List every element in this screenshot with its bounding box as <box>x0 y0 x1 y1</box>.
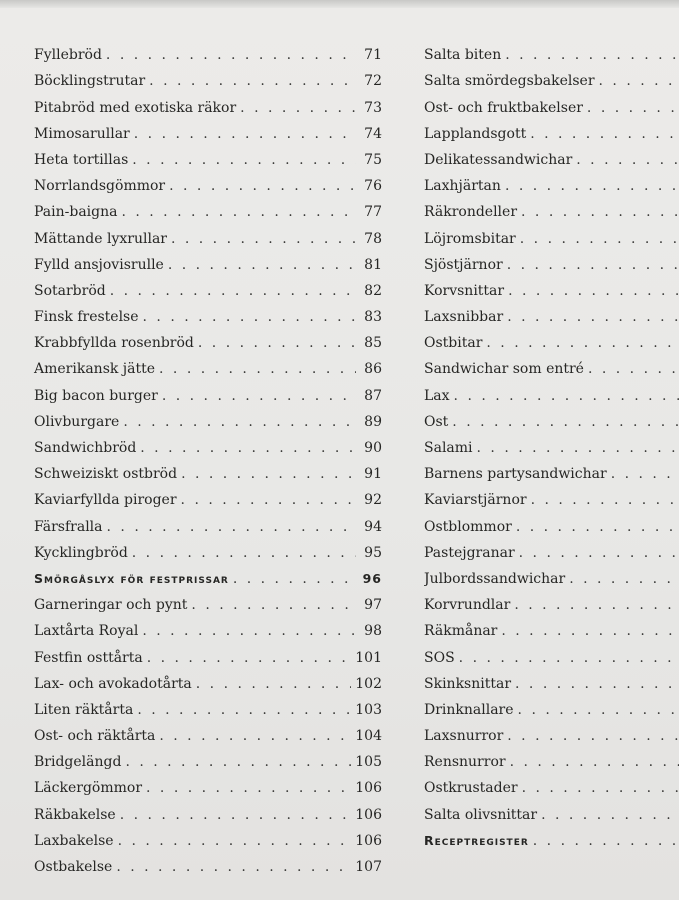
toc-right-column <box>424 38 679 850</box>
toc-page-number: 91 <box>364 466 382 483</box>
dot-leader <box>116 858 351 876</box>
toc-page-number: 71 <box>364 47 382 64</box>
toc-entry-title: Norrlandsgömmor <box>34 178 166 195</box>
toc-entry-title: Mättande lyxrullar <box>34 230 167 247</box>
toc-entry-title: Amerikansk jätte <box>34 361 156 378</box>
toc-entry <box>424 536 679 562</box>
dot-leader <box>505 46 679 64</box>
toc-entry <box>34 405 382 431</box>
toc-entry-title: Bridgelängd <box>34 754 122 771</box>
dot-leader <box>541 806 679 824</box>
toc-entry-title: Barnens partysandwichar <box>424 466 607 483</box>
dot-leader <box>520 230 679 248</box>
toc-entry-title: Drinknallare <box>424 701 514 718</box>
toc-page-number: 107 <box>355 859 382 875</box>
toc-entry <box>424 614 679 640</box>
dot-leader <box>454 387 679 405</box>
toc-entry <box>424 431 679 457</box>
dot-leader <box>507 256 679 274</box>
toc-entry-title: Salami <box>424 440 473 456</box>
toc-entry-title: Böcklingstrutar <box>34 73 146 90</box>
toc-entry-title: Receptregister <box>424 832 529 848</box>
toc-entry <box>34 745 382 771</box>
toc-entry <box>34 326 382 352</box>
toc-entry <box>34 693 382 719</box>
toc-page-number: 96 <box>362 570 382 586</box>
dot-leader <box>143 308 356 326</box>
toc-section-heading <box>424 824 679 850</box>
toc-entry-title: Sandwichar som entré <box>424 361 584 378</box>
toc-entry <box>424 221 679 247</box>
dot-leader <box>137 701 351 719</box>
toc-entry-title: Räkrondeller <box>424 204 518 221</box>
dot-leader <box>191 596 356 614</box>
toc-entry-title: Liten räktårta <box>34 701 134 718</box>
toc-entry <box>34 169 382 195</box>
toc-entry-title: Salta olivsnittar <box>424 806 538 823</box>
toc-page-number: 83 <box>364 309 382 326</box>
dot-leader <box>569 570 679 588</box>
toc-entry <box>424 509 679 535</box>
dot-leader <box>533 832 679 850</box>
toc-entry <box>34 483 382 509</box>
toc-entry-title: Olivburgare <box>34 413 120 430</box>
toc-entry <box>424 274 679 300</box>
toc-entry-title: Lax- och avokadotårta <box>34 675 192 692</box>
toc-entry-title: Kaviarstjärnor <box>424 492 527 509</box>
toc-entry <box>424 195 679 221</box>
dot-leader <box>106 46 356 64</box>
dot-leader <box>168 256 356 274</box>
dot-leader <box>611 465 679 483</box>
toc-page-number: 72 <box>364 73 382 90</box>
toc-entry-title: Laxtårta Royal <box>34 623 139 640</box>
toc-entry-title: Pain-baigna <box>34 204 118 221</box>
toc-entry <box>34 352 382 378</box>
toc-entry-title: Krabbfyllda rosenbröd <box>34 335 194 352</box>
toc-page-number: 75 <box>364 151 382 168</box>
toc-entry-title: Ostbakelse <box>34 859 113 875</box>
toc-page-number: 94 <box>364 518 382 535</box>
dot-leader <box>140 439 356 457</box>
toc-entry-title: Kycklingbröd <box>34 544 128 561</box>
toc-entry <box>424 719 679 745</box>
toc-entry-title: Läckergömmor <box>34 780 143 797</box>
dot-leader <box>147 649 352 667</box>
toc-entry-title: Laxsnurror <box>424 728 504 745</box>
toc-entry-title: Ost- och fruktbakelser <box>424 99 583 116</box>
dot-leader <box>159 727 351 745</box>
toc-entry <box>34 667 382 693</box>
toc-page-number: 98 <box>364 623 382 640</box>
toc-entry <box>424 326 679 352</box>
toc-entry <box>34 797 382 823</box>
toc-entry-title: Ostblommor <box>424 518 512 535</box>
toc-page-number: 106 <box>355 780 382 797</box>
toc-page-number: 103 <box>355 701 382 718</box>
dot-leader <box>508 282 679 300</box>
dot-leader <box>181 491 356 509</box>
toc-entry <box>424 248 679 274</box>
toc-entry <box>424 667 679 693</box>
toc-entry <box>424 300 679 326</box>
toc-entry-title: Salta biten <box>424 47 502 64</box>
toc-page-number: 106 <box>355 806 382 823</box>
toc-entry <box>424 38 679 64</box>
toc-entry <box>424 378 679 404</box>
toc-entry-title: Räkbakelse <box>34 806 116 823</box>
toc-entry <box>34 457 382 483</box>
toc-page-number: 85 <box>364 335 382 352</box>
toc-entry <box>424 745 679 771</box>
toc-entry-title: Lapplandsgott <box>424 125 527 142</box>
dot-leader <box>521 203 679 221</box>
toc-entry <box>424 90 679 116</box>
toc-entry <box>424 483 679 509</box>
toc-entry <box>424 352 679 378</box>
dot-leader <box>452 413 679 431</box>
dot-leader <box>171 230 356 248</box>
dot-leader <box>123 413 356 431</box>
toc-entry-title: Sandwichbröd <box>34 440 137 456</box>
toc-entry <box>34 614 382 640</box>
toc-page-number: 95 <box>364 544 382 561</box>
dot-leader <box>120 806 352 824</box>
toc-page-number: 101 <box>355 649 382 666</box>
toc-entry-title: Pitabröd med exotiska räkor <box>34 99 237 116</box>
dot-leader <box>149 72 356 90</box>
toc-entry <box>34 640 382 666</box>
toc-entry-title: Delikatessandwichar <box>424 151 573 168</box>
dot-leader <box>118 832 352 850</box>
toc-page-number: 76 <box>364 178 382 195</box>
toc-entry <box>424 405 679 431</box>
toc-entry-title: Rensnurror <box>424 754 506 771</box>
toc-entry <box>424 562 679 588</box>
toc-entry <box>34 195 382 221</box>
toc-page-number: 89 <box>364 413 382 430</box>
dot-leader <box>519 544 679 562</box>
toc-entry <box>424 771 679 797</box>
toc-entry <box>424 640 679 666</box>
toc-page-number: 81 <box>364 256 382 273</box>
toc-entry <box>34 300 382 326</box>
toc-entry <box>34 248 382 274</box>
dot-leader <box>599 72 679 90</box>
toc-entry-title: Ost- och räktårta <box>34 728 156 745</box>
toc-entry-title: Laxhjärtan <box>424 178 501 195</box>
dot-leader <box>486 334 679 352</box>
dot-leader <box>134 125 356 143</box>
toc-entry <box>34 536 382 562</box>
dot-leader <box>132 151 356 169</box>
toc-entry <box>34 509 382 535</box>
toc-entry-title: SOS <box>424 649 455 666</box>
toc-entry <box>34 824 382 850</box>
toc-entry-title: Skinksnittar <box>424 675 512 692</box>
toc-entry-title: Ost <box>424 413 449 430</box>
toc-entry-title: Salta smördegsbakelser <box>424 73 595 90</box>
toc-page-number: 106 <box>355 832 382 849</box>
toc-entry <box>34 143 382 169</box>
dot-leader <box>132 544 356 562</box>
toc-entry <box>34 719 382 745</box>
toc-entry-title: Laxbakelse <box>34 832 114 849</box>
toc-entry <box>34 90 382 116</box>
toc-entry <box>424 117 679 143</box>
toc-entry-title: Sotarbröd <box>34 282 106 299</box>
toc-entry-title: Lax <box>424 387 450 404</box>
toc-entry <box>424 588 679 614</box>
dot-leader <box>240 99 356 117</box>
toc-entry-title: Pastejgranar <box>424 544 515 561</box>
dot-leader <box>514 596 679 614</box>
dot-leader <box>505 177 679 195</box>
toc-entry <box>34 64 382 90</box>
toc-page-number: 97 <box>364 597 382 614</box>
toc-entry-title: Korvrundlar <box>424 597 511 614</box>
toc-entry-title: Big bacon burger <box>34 387 158 404</box>
toc-entry-title: Räkmånar <box>424 623 498 640</box>
toc-entry-title: Laxsnibbar <box>424 309 504 326</box>
toc-entry <box>34 221 382 247</box>
dot-leader <box>477 439 679 457</box>
toc-entry-title: Schweiziskt ostbröd <box>34 466 178 483</box>
dot-leader <box>159 360 356 378</box>
page-edge-shadow <box>0 0 679 8</box>
dot-leader <box>142 622 356 640</box>
dot-leader <box>518 701 679 719</box>
dot-leader <box>576 151 679 169</box>
toc-page-number: 82 <box>364 282 382 299</box>
toc-entry <box>34 771 382 797</box>
dot-leader <box>198 334 356 352</box>
toc-entry-title: Sjöstjärnor <box>424 256 503 273</box>
dot-leader <box>107 518 356 536</box>
dot-leader <box>125 753 351 771</box>
toc-section-heading <box>34 562 382 588</box>
dot-leader <box>588 360 679 378</box>
toc-entry-title: Mimosarullar <box>34 125 130 142</box>
toc-entry-title: Julbordssandwichar <box>424 570 566 587</box>
dot-leader <box>587 99 679 117</box>
toc-entry-title: Garneringar och pynt <box>34 597 188 614</box>
toc-entry-title: Fyllebröd <box>34 47 102 64</box>
dot-leader <box>501 622 679 640</box>
dot-leader <box>459 649 679 667</box>
dot-leader <box>507 727 679 745</box>
toc-entry-title: Ostbitar <box>424 335 483 352</box>
toc-page-number: 86 <box>364 361 382 378</box>
toc-page-number: 104 <box>355 728 382 745</box>
dot-leader <box>169 177 356 195</box>
dot-leader <box>162 387 356 405</box>
toc-page-number: 90 <box>364 440 382 456</box>
toc-entry <box>424 457 679 483</box>
toc-entry <box>34 378 382 404</box>
toc-entry-title: Löjromsbitar <box>424 230 516 247</box>
toc-entry-title: Festfin osttårta <box>34 649 143 666</box>
dot-leader <box>233 570 356 588</box>
toc-entry-title: Heta tortillas <box>34 151 129 168</box>
toc-entry <box>424 169 679 195</box>
toc-entry-title: Korvsnittar <box>424 282 505 299</box>
toc-entry <box>34 588 382 614</box>
toc-page-number: 77 <box>364 204 382 221</box>
dot-leader <box>530 125 679 143</box>
toc-entry <box>34 38 382 64</box>
dot-leader <box>146 779 351 797</box>
toc-entry <box>424 64 679 90</box>
toc-entry <box>34 850 382 876</box>
toc-entry-title: Färsfralla <box>34 518 103 535</box>
toc-entry <box>424 143 679 169</box>
dot-leader <box>531 491 679 509</box>
toc-page-number: 78 <box>364 230 382 247</box>
toc-page-number: 87 <box>364 387 382 404</box>
toc-entry <box>34 431 382 457</box>
toc-entry <box>424 693 679 719</box>
dot-leader <box>515 675 679 693</box>
toc-entry-title: Kaviarfyllda piroger <box>34 492 177 509</box>
toc-page-number: 73 <box>364 99 382 116</box>
dot-leader <box>516 518 679 536</box>
dot-leader <box>121 203 356 221</box>
toc-entry-title: Fylld ansjovisrulle <box>34 256 164 273</box>
dot-leader <box>196 675 352 693</box>
toc-left-column <box>34 38 382 876</box>
dot-leader <box>507 308 679 326</box>
toc-entry <box>34 117 382 143</box>
dot-leader <box>510 753 679 771</box>
toc-entry <box>424 797 679 823</box>
dot-leader <box>181 465 356 483</box>
dot-leader <box>522 779 679 797</box>
toc-entry-title: Ostkrustader <box>424 780 518 797</box>
toc-entry-title: Finsk frestelse <box>34 309 139 326</box>
dot-leader <box>110 282 356 300</box>
toc-page-number: 105 <box>355 754 382 771</box>
toc-entry-title: Smörgåslyx för festprissar <box>34 570 229 586</box>
toc-page-number: 92 <box>364 492 382 509</box>
toc-page-number: 102 <box>355 675 382 692</box>
toc-entry <box>34 274 382 300</box>
toc-page-number: 74 <box>364 125 382 142</box>
